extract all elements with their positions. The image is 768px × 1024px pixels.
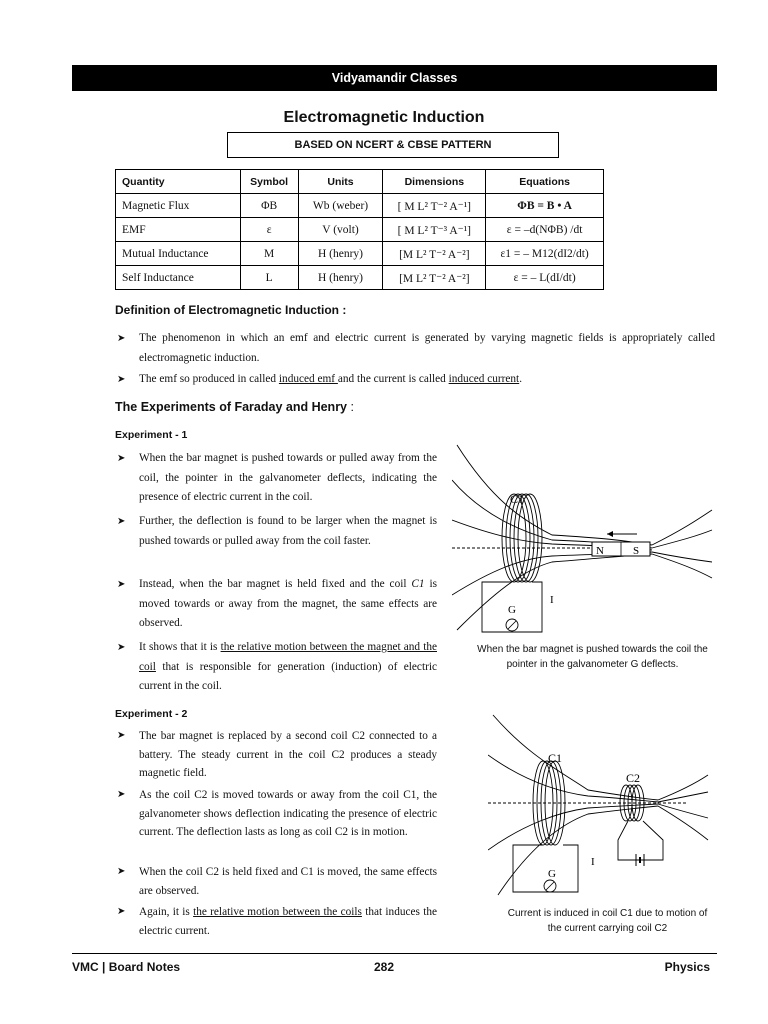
term-induced-emf: induced emf bbox=[278, 373, 338, 385]
current-label: I bbox=[550, 594, 554, 606]
table-cell: ε1 = – M12(dI2/dt) bbox=[486, 242, 604, 266]
table-cell: Mutual Inductance bbox=[116, 242, 241, 266]
south-pole-label: S bbox=[633, 545, 640, 557]
table-cell: M bbox=[240, 242, 298, 266]
experiment-1-label: Experiment - 1 bbox=[115, 429, 188, 441]
page-title: Electromagnetic Induction bbox=[283, 109, 485, 126]
table-cell: H (henry) bbox=[298, 266, 383, 290]
arrow-bullet-icon: ➤ bbox=[117, 642, 126, 653]
table-header: Symbol bbox=[240, 170, 298, 194]
bullet-text: that induces the electric current. bbox=[139, 906, 437, 937]
bullet-text: . bbox=[519, 373, 523, 385]
page-number: 282 bbox=[373, 960, 395, 974]
definition-heading: Definition of Electromagnetic Induction : bbox=[115, 303, 347, 317]
underlined-phrase: the relative motion between the coils bbox=[193, 906, 362, 918]
table-cell: H (henry) bbox=[298, 242, 383, 266]
bullet-text: The phenomenon in which an emf and electric current is generated by varying magnetic fields is appropriately called electromagnetic induction. bbox=[139, 332, 715, 364]
table-cell: ε bbox=[240, 218, 298, 242]
exp2-bullet-4 bbox=[117, 903, 437, 940]
bullet-text: Again, it is bbox=[139, 906, 194, 918]
exp2-bullet-2 bbox=[117, 786, 437, 842]
table-header: Units bbox=[298, 170, 383, 194]
table-row bbox=[116, 218, 604, 242]
table-cell: ε = – L(dI/dt) bbox=[486, 266, 604, 290]
table-cell: ΦB bbox=[240, 194, 298, 218]
arrow-bullet-icon: ➤ bbox=[117, 579, 126, 590]
experiments-heading bbox=[115, 400, 354, 414]
current-label: I bbox=[591, 856, 595, 868]
table-header: Quantity bbox=[116, 170, 241, 194]
coil-c1-label: C1 bbox=[548, 751, 563, 765]
figure-1-caption: When the bar magnet is pushed towards the coil the pointer in the galvanometer G deflects. bbox=[477, 644, 708, 670]
figure-two-coils bbox=[488, 700, 714, 900]
header-bar bbox=[72, 65, 717, 91]
arrow-bullet-icon: ➤ bbox=[117, 333, 126, 344]
bullet-text: When the bar magnet is pushed towards or pulled away from the coil, the pointer in the galvanometer deflects, indicating the presence of electric current in the coil. bbox=[139, 452, 437, 503]
figure-2-caption: Current is induced in coil C1 due to motion of the current carrying coil C2 bbox=[507, 908, 708, 934]
table-row bbox=[116, 242, 604, 266]
definition-bullet-2 bbox=[117, 370, 715, 390]
table-cell: Magnetic Flux bbox=[116, 194, 241, 218]
galvanometer-label: G bbox=[508, 604, 516, 616]
exp1-bullet-3 bbox=[117, 575, 437, 634]
table-cell: V (volt) bbox=[298, 218, 383, 242]
bullet-text: Further, the deflection is found to be larger when the magnet is pushed towards or pulled away from the coil faster. bbox=[139, 515, 437, 547]
arrow-bullet-icon: ➤ bbox=[117, 453, 126, 464]
arrow-bullet-icon: ➤ bbox=[117, 730, 126, 741]
bullet-text: It shows that it is bbox=[139, 641, 221, 653]
brand-name: Vidyamandir Classes bbox=[331, 71, 458, 85]
figure-bar-magnet-coil bbox=[452, 440, 714, 640]
underlined-phrase: the relative motion between the magnet and the coil bbox=[139, 641, 437, 673]
exp1-bullet-1 bbox=[117, 449, 437, 508]
term-induced-current: induced current bbox=[448, 373, 520, 385]
bullet-text: The bar magnet is replaced by a second coil C2 connected to a battery. The steady current in the coil C2 produces a steady magnetic field. bbox=[139, 730, 437, 779]
footer-left: VMC | Board Notes bbox=[72, 960, 181, 974]
bullet-text: The emf so produced in called bbox=[139, 373, 279, 385]
bullet-text: As the coil C2 is moved towards or away from the coil C1, the galvanometer shows deflection indicating the presence of electric current. The deflection lasts as long as coil C2 is in motion. bbox=[139, 789, 437, 838]
bullet-text: Instead, when the bar magnet is held fixed and the coil bbox=[139, 578, 412, 590]
arrow-bullet-icon: ➤ bbox=[117, 906, 126, 917]
table-cell: [ M L² T⁻³ A⁻¹] bbox=[383, 218, 486, 242]
exp2-bullet-1 bbox=[117, 727, 437, 783]
exp1-bullet-4 bbox=[117, 638, 437, 697]
table-header: Equations bbox=[486, 170, 604, 194]
bullet-text: that is responsible for generation (induction) of electric current in the coil. bbox=[139, 660, 437, 692]
bullet-text: and the current is called bbox=[337, 373, 449, 385]
exp2-bullet-3 bbox=[117, 863, 437, 900]
table-cell: Self Inductance bbox=[116, 266, 241, 290]
bullet-text: When the coil C2 is held fixed and C1 is moved, the same effects are observed. bbox=[139, 866, 437, 897]
table-row bbox=[116, 266, 604, 290]
table-header: Dimensions bbox=[383, 170, 486, 194]
table-cell: ΦB = B • A bbox=[486, 194, 604, 218]
table-cell: L bbox=[240, 266, 298, 290]
arrow-bullet-icon: ➤ bbox=[117, 374, 126, 385]
arrow-bullet-icon: ➤ bbox=[117, 789, 126, 800]
galvanometer-label: G bbox=[548, 868, 556, 880]
bullet-text: is moved towards or away from the magnet, the same effects are observed. bbox=[139, 578, 437, 629]
table-cell: [ M L² T⁻² A⁻¹] bbox=[383, 194, 486, 218]
table-cell: EMF bbox=[116, 218, 241, 242]
experiments-heading-text: The Experiments of Faraday and Henry bbox=[115, 400, 348, 414]
table-header-row bbox=[116, 170, 604, 194]
table-cell: ε = –d(NΦB) /dt bbox=[486, 218, 604, 242]
pattern-box: BASED ON NCERT & CBSE PATTERN bbox=[227, 132, 559, 158]
table-cell: [M L² T⁻² A⁻²] bbox=[383, 266, 486, 290]
north-pole-label: N bbox=[596, 545, 604, 557]
coil-c2-label: C2 bbox=[626, 771, 641, 785]
arrow-bullet-icon: ➤ bbox=[117, 866, 126, 877]
coil-symbol: C1 bbox=[411, 578, 425, 590]
coil-c1-label: C1 bbox=[510, 492, 525, 506]
quantities-table bbox=[115, 169, 604, 290]
experiment-2-label: Experiment - 2 bbox=[115, 708, 188, 720]
table-cell: Wb (weber) bbox=[298, 194, 383, 218]
footer-rule bbox=[72, 953, 717, 954]
arrow-bullet-icon: ➤ bbox=[117, 516, 126, 527]
definition-bullet-1 bbox=[117, 329, 715, 368]
footer-right: Physics bbox=[664, 960, 710, 974]
table-row bbox=[116, 194, 604, 218]
experiments-heading-suffix: : bbox=[347, 400, 354, 414]
table-cell: [M L² T⁻² A⁻²] bbox=[383, 242, 486, 266]
exp1-bullet-2 bbox=[117, 512, 437, 551]
